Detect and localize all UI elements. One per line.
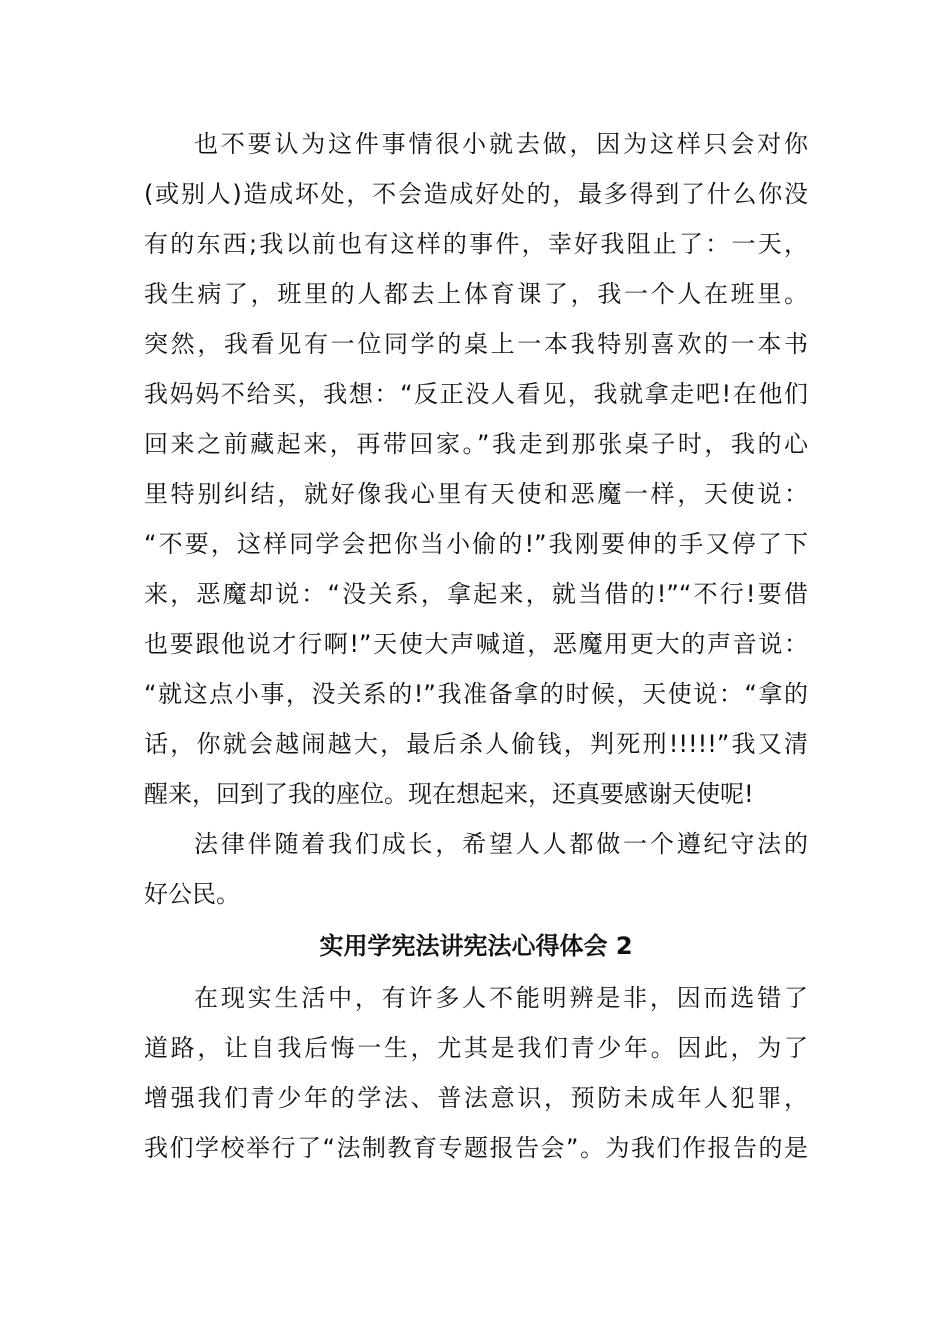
text-line: (或别人)造成坏处，不会造成好处的，最多得到了什么你没 <box>144 180 808 208</box>
text-line: 醒来，回到了我的座位。现在想起来，还真要感谢天使呢! <box>144 780 754 808</box>
text-line: “不要，这样同学会把你当小偷的!”我刚要伸的手又停了下 <box>144 530 808 558</box>
text-line: 来，恶魔却说：“没关系，拿起来，就当借的!”“不行!要借 <box>144 580 808 608</box>
text-line: 我们学校举行了“法制教育专题报告会”。为我们作报告的是 <box>144 1134 808 1162</box>
text-line: “就这点小事，没关系的!”我准备拿的时候，天使说：“拿的 <box>144 680 808 708</box>
text-line: 道路，让自我后悔一生，尤其是我们青少年。因此，为了 <box>144 1034 808 1062</box>
text-line: 回来之前藏起来，再带回家。”我走到那张桌子时，我的心 <box>144 430 808 458</box>
paragraph-angel-devil-story <box>144 119 808 819</box>
text-line: 里特别纠结，就好像我心里有天使和恶魔一样，天使说： <box>144 480 808 508</box>
paragraph-law-education <box>144 973 808 1173</box>
text-line: 我妈妈不给买，我想：“反正没人看见，我就拿走吧!在他们 <box>144 380 808 408</box>
text-line: 在现实生活中，有许多人不能明辨是非，因而选错了 <box>194 984 808 1012</box>
text-line: 也不要认为这件事情很小就去做，因为这样只会对你 <box>194 130 808 158</box>
document-body <box>144 119 808 1173</box>
text-line: 突然，我看见有一位同学的桌上一本我特别喜欢的一本书 <box>144 330 808 358</box>
section-heading: 实用学宪法讲宪法心得体会 2 <box>319 932 633 960</box>
text-line: 我生病了，班里的人都去上体育课了，我一个人在班里。 <box>144 280 808 308</box>
text-line: 也要跟他说才行啊!”天使大声喊道，恶魔用更大的声音说： <box>144 630 808 658</box>
text-line: 话，你就会越闹越大，最后杀人偷钱，判死刑!!!!!”我又清 <box>144 730 808 758</box>
text-line: 好公民。 <box>144 880 240 908</box>
text-line: 有的东西;我以前也有这样的事件，幸好我阻止了：一天， <box>144 230 808 258</box>
text-line: 法律伴随着我们成长，希望人人都做一个遵纪守法的 <box>194 830 808 858</box>
text-line: 增强我们青少年的学法、普法意识，预防未成年人犯罪， <box>144 1084 808 1112</box>
paragraph-conclusion <box>144 819 808 919</box>
